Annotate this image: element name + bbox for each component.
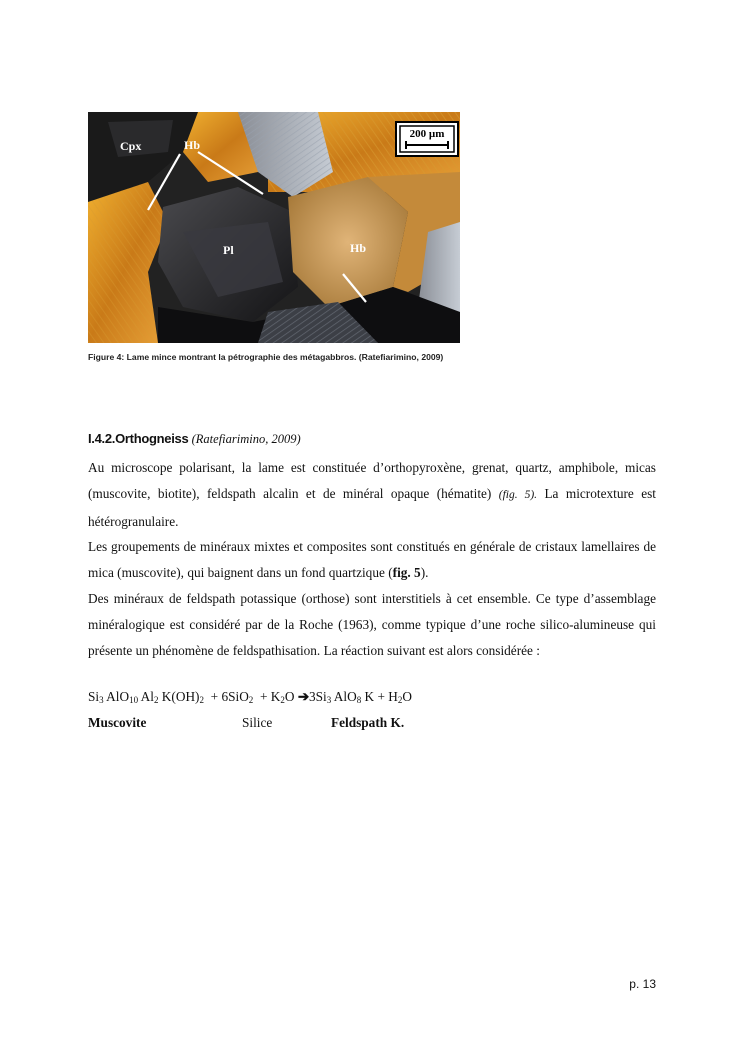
eq-sub: 2 — [153, 695, 159, 705]
body-text — [88, 455, 656, 663]
label-silice: Silice — [242, 715, 273, 730]
reaction-arrow-icon: ➔ — [297, 689, 309, 704]
paragraph-2-text: Les groupements de minéraux mixtes et composites sont constitués en générale de cristaux lamellaires de mica (muscovite), qui baignent dans un fond quartzique ( — [88, 539, 656, 581]
eq-term: O — [284, 689, 298, 704]
paragraph-2 — [88, 534, 656, 586]
eq-sub: 2 — [397, 695, 403, 705]
eq-sub: 2 — [280, 695, 285, 705]
section-heading — [88, 431, 301, 447]
scale-bar-label: 200 µm — [409, 128, 445, 140]
reaction-equation — [88, 689, 412, 705]
label-hb-center: Hb — [350, 241, 367, 255]
label-muscovite: Muscovite — [88, 715, 147, 730]
eq-term: AlO — [331, 689, 357, 704]
paragraph-1-text: Au microscope polarisant, la lame est constituée d’orthopyroxène, grenat, quartz, amphibole, micas (muscovite, biotite), feldspath alcalin et de minéral opaque (hématite) — [88, 460, 656, 501]
eq-term: Si — [88, 689, 100, 704]
eq-term: O — [402, 689, 413, 704]
eq-term: + 6SiO — [203, 689, 249, 704]
fig-reference-bold: fig. 5 — [392, 565, 421, 581]
eq-term: Al — [138, 689, 154, 704]
paragraph-1-end: La microtexture est hétérogranulaire. — [88, 485, 656, 529]
section-reference: (Ratefiarimino, 2009) — [191, 432, 301, 446]
label-hb-top: Hb — [184, 138, 201, 152]
thin-section-micrograph — [88, 112, 460, 343]
label-feldspath: Feldspath K. — [331, 715, 405, 730]
fig-reference: (fig. 5). — [498, 488, 538, 501]
eq-sub: 3 — [99, 695, 104, 705]
eq-sub: 10 — [129, 695, 139, 705]
eq-term: + K — [253, 689, 281, 704]
eq-sub: 3 — [326, 695, 332, 705]
section-number: I.4.2.Orthogneiss — [88, 431, 189, 446]
label-pl: Pl — [223, 243, 234, 257]
eq-term: 3Si — [308, 689, 327, 704]
eq-term: AlO — [103, 689, 130, 704]
paragraph-1 — [88, 455, 656, 534]
eq-term: K + H — [361, 689, 398, 704]
eq-sub: 2 — [199, 695, 204, 705]
paragraph-3: Des minéraux de feldspath potassique (orthose) sont interstitiels à cet ensemble. Ce type d’assemblage minéralogique est considéré par de la Roche (1963), comme typique d’une roche silico-alumineuse qui présente un phénomène de feldspathisation. La réaction suivant est alors considérée : — [88, 590, 656, 658]
paragraph-2-end: ). — [420, 565, 429, 581]
page-number: p. 13 — [629, 977, 656, 991]
eq-term: K(OH) — [158, 689, 200, 704]
figure-caption: Figure 4: Lame mince montrant la pétrographie des métagabbros. (Ratefiarimino, 2009) — [88, 352, 444, 362]
eq-sub: 8 — [356, 695, 362, 705]
eq-sub: 2 — [248, 695, 254, 705]
label-cpx: Cpx — [120, 139, 142, 153]
